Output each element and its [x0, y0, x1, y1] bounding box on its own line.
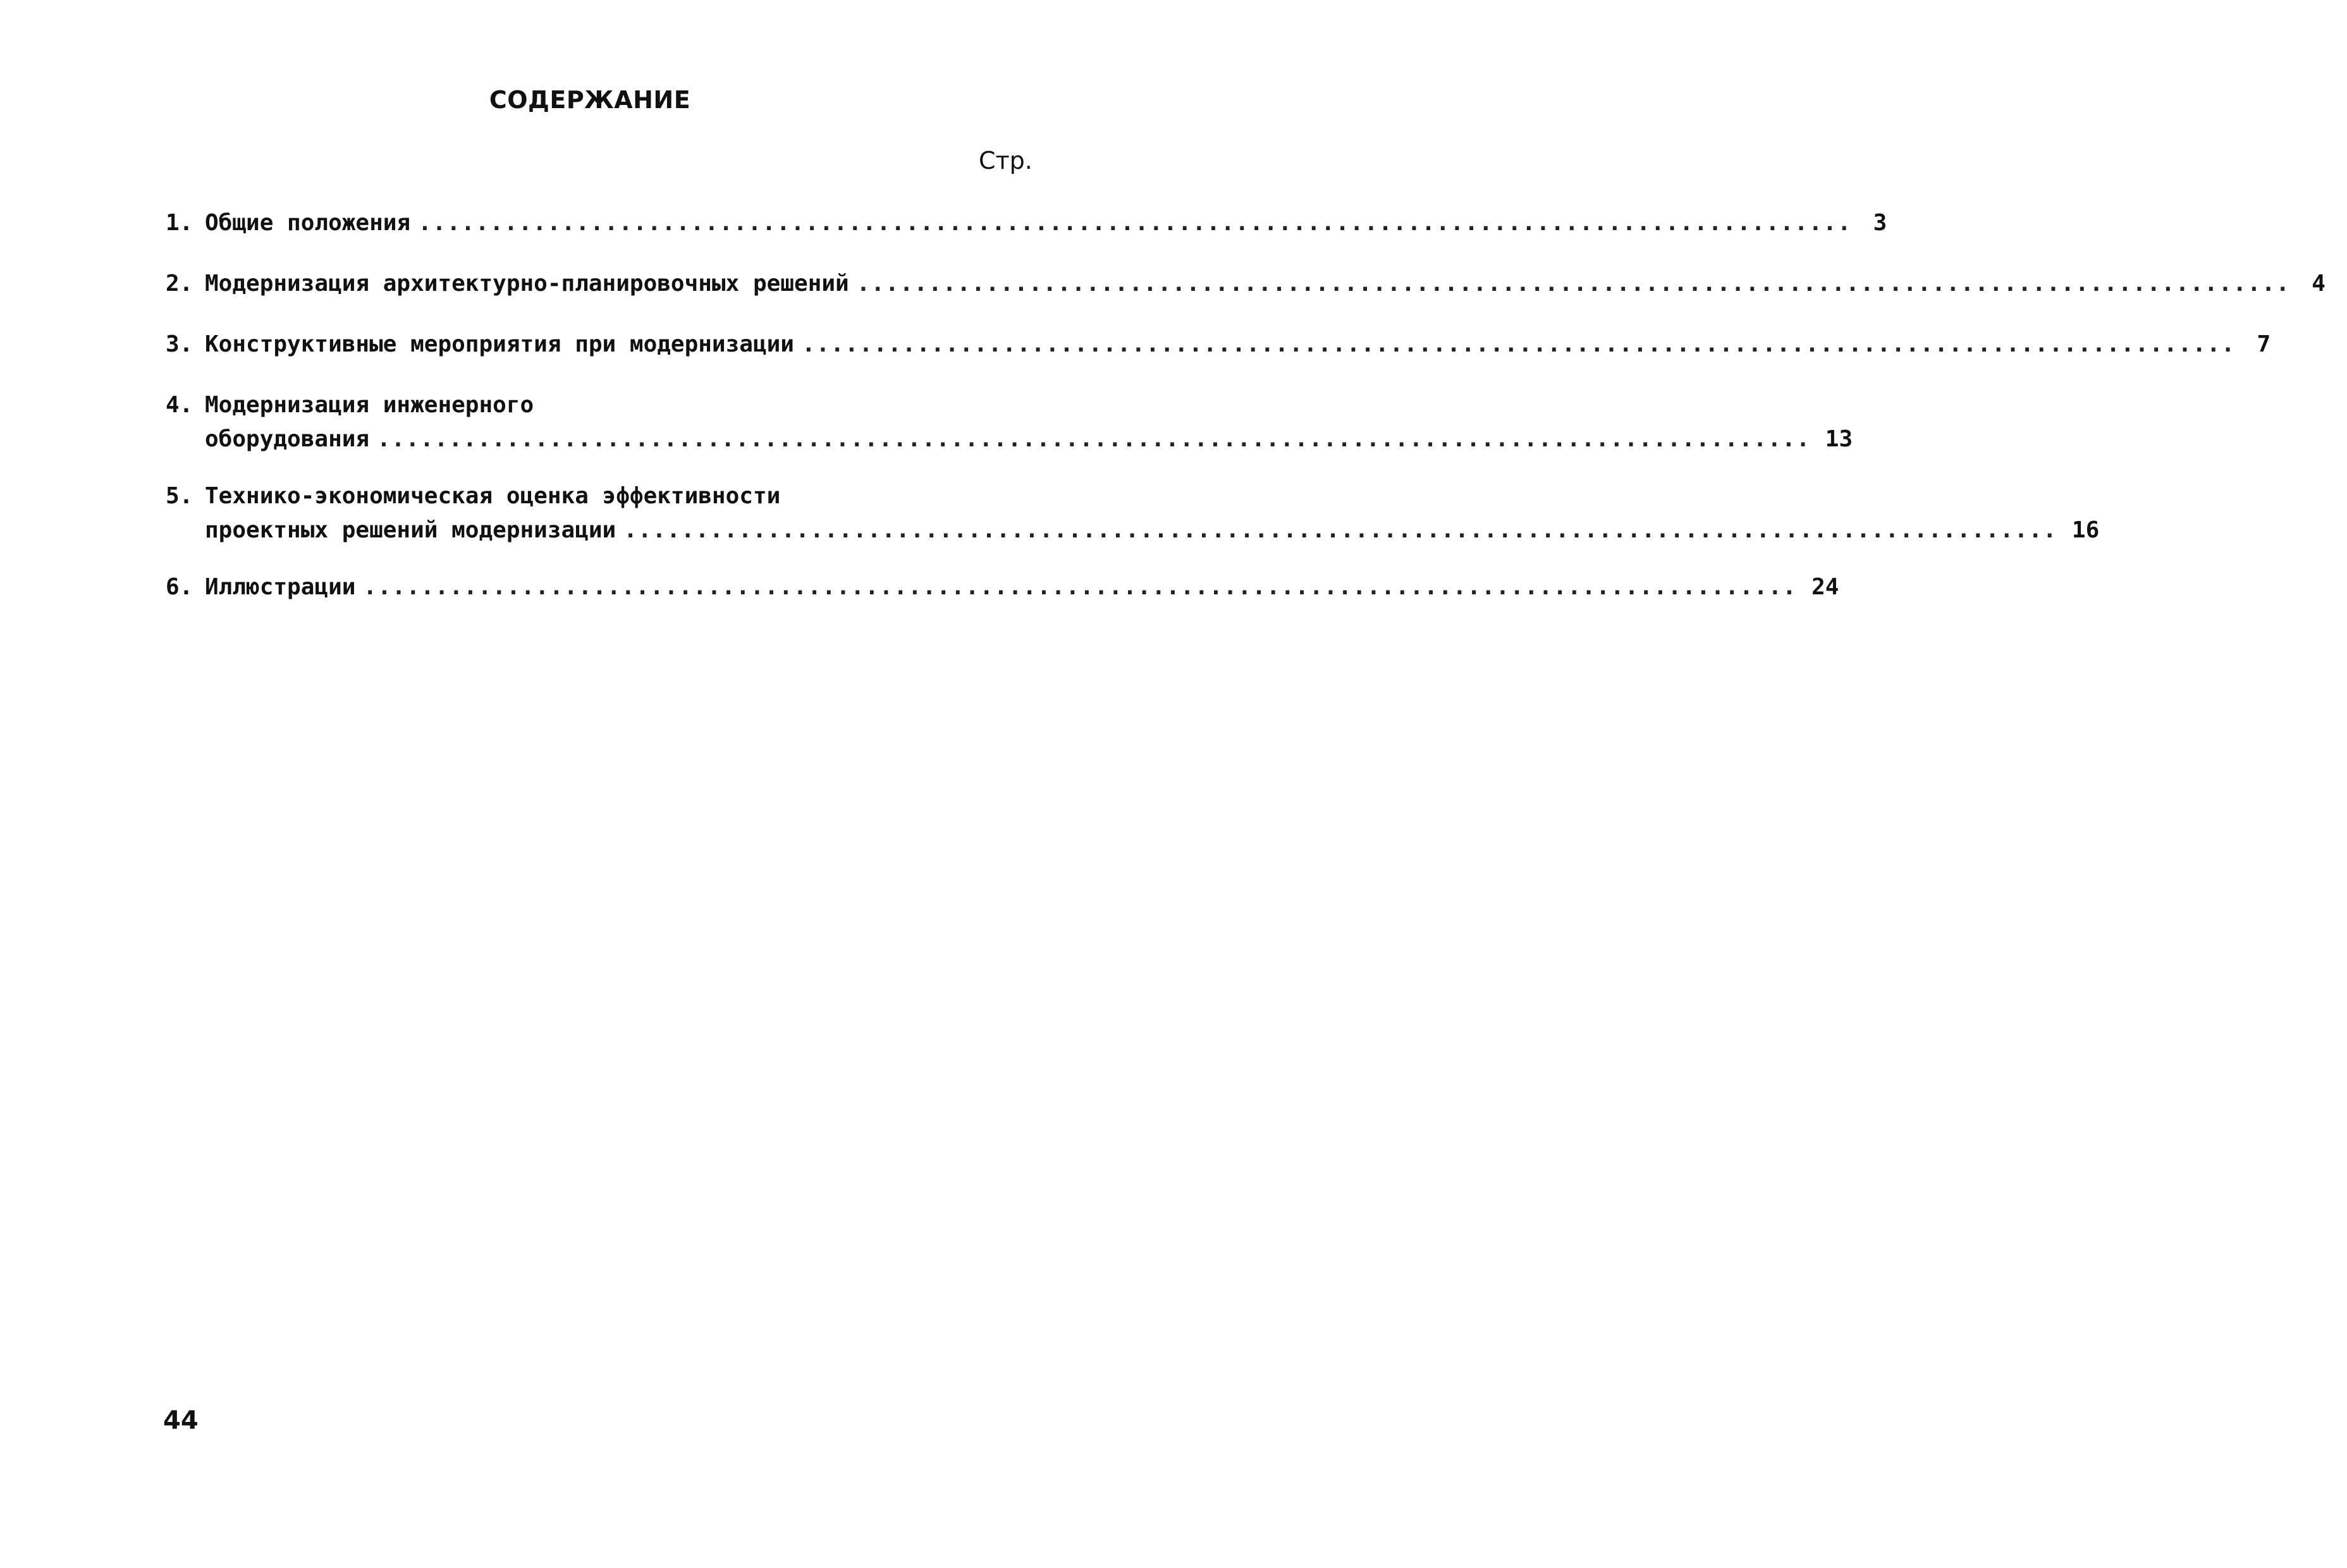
toc-entry-page: 3: [1873, 210, 1887, 236]
toc-entry-number: 1.: [166, 210, 193, 236]
toc-entry-number: 5.: [166, 483, 193, 509]
toc-entry-3[interactable]: [166, 328, 2271, 362]
toc-entry-title: Конструктивные мероприятия при модернизации: [205, 331, 794, 357]
toc-entry-4[interactable]: [166, 388, 1853, 456]
toc-entry-title-continued: оборудования: [205, 426, 370, 452]
toc-entry-page: 16: [2071, 517, 2100, 543]
toc-leader-dots: ....................................................................................................: [377, 426, 1811, 452]
toc-entry-page: 13: [1825, 426, 1853, 452]
toc-entry-6[interactable]: [166, 570, 1839, 604]
toc-entry-number: 4.: [166, 392, 193, 418]
toc-entry-page: 7: [2257, 331, 2271, 357]
toc-entry-title: Модернизация инженерного: [205, 392, 534, 418]
page-number: 44: [163, 1406, 199, 1435]
toc-entry-number: 3.: [166, 331, 193, 357]
toc-leader-dots: ....................................................................................................: [418, 210, 1852, 236]
page-title: СОДЕРЖАНИЕ: [489, 86, 691, 114]
toc-leader-dots: ....................................................................................................: [801, 331, 2236, 357]
toc-leader-dots: ....................................................................................................: [856, 271, 2291, 297]
toc-entry-title: Общие положения: [205, 210, 411, 236]
table-of-contents: [166, 206, 2326, 604]
toc-leader-dots: ....................................................................................................: [363, 574, 1797, 600]
toc-entry-title-continued: проектных решений модернизации: [205, 517, 616, 543]
toc-entry-page: 24: [1811, 574, 1839, 600]
toc-leader-dots: ....................................................................................................: [623, 517, 2057, 543]
toc-entry-number: 6.: [166, 574, 193, 600]
toc-entry-2[interactable]: [166, 267, 2326, 301]
toc-entry-5[interactable]: [166, 479, 2100, 548]
toc-entry-title: Технико-экономическая оценка эффективности: [205, 483, 781, 509]
pages-column-header: Стр.: [979, 147, 1033, 175]
toc-entry-1[interactable]: [166, 206, 1887, 240]
toc-entry-page: 4: [2312, 271, 2326, 297]
toc-entry-title: Иллюстрации: [205, 574, 356, 600]
toc-entry-title: Модернизация архитектурно-планировочных решений: [205, 271, 849, 297]
toc-entry-number: 2.: [166, 271, 193, 297]
